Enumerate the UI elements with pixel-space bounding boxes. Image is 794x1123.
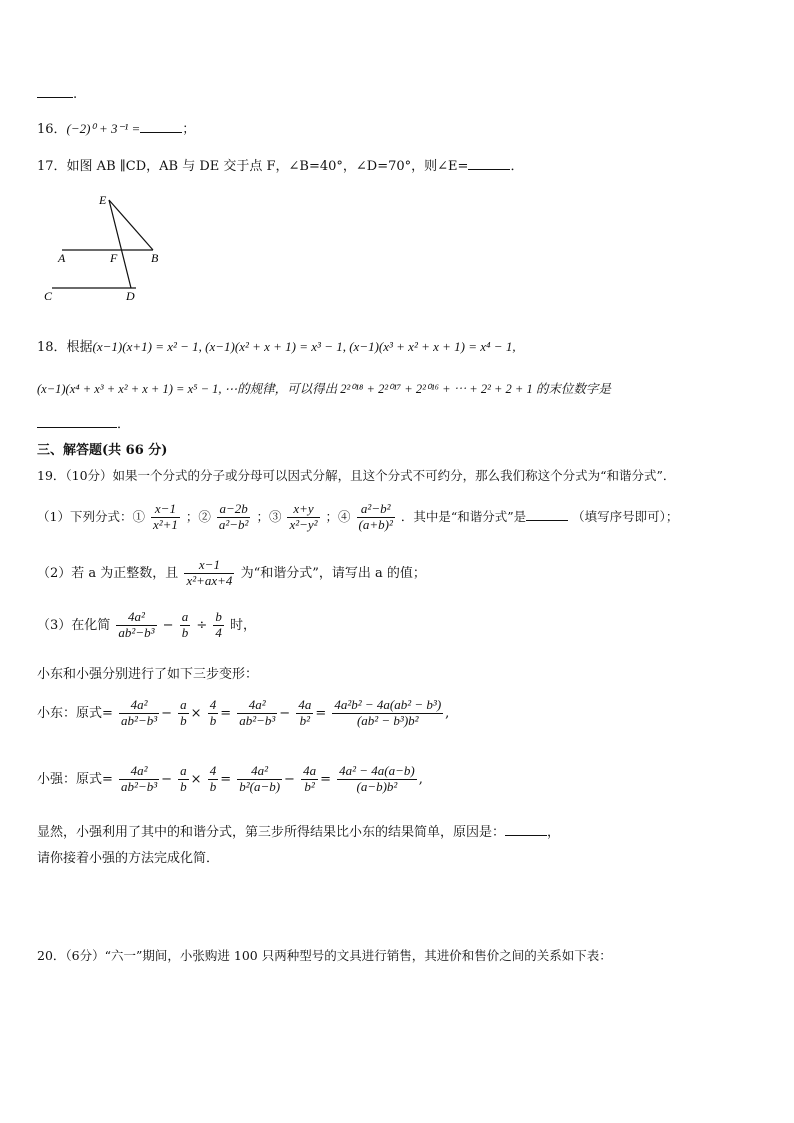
question-18-line1: 18．根据(x−1)(x+1) = x² − 1, (x−1)(x² + x + 1) = x³ − 1, (x−1)(x³ + x² + x + 1) = x⁴ − 1,	[37, 339, 516, 355]
q18-pattern: (x−1)(x+1) = x² − 1, (x−1)(x² + x + 1) = x³ − 1, (x−1)(x³ + x² + x + 1) = x⁴ − 1,	[92, 339, 516, 354]
label-e: E	[99, 193, 107, 207]
fraction-part2: $\frac{x-1}{\text{x²+ax+4}}$	[186, 557, 233, 588]
q17-text: 17．如图 AB ∥CD，AB 与 DE 交于点 F，∠B=40°，∠D=70°，则∠E=	[37, 159, 469, 174]
question-17: 17．如图 AB ∥CD，AB 与 DE 交于点 F，∠B=40°，∠D=70°，则∠E= ．	[37, 159, 524, 174]
answer-blank	[140, 132, 182, 133]
fraction-1: $\frac{x-1}{\text{x²+1}}$	[152, 501, 178, 532]
question-16: 16．(−2)⁰ + 3⁻¹ = ；	[37, 121, 196, 137]
fraction-p3-1: $\frac{\text{4a²}}{\text{ab²−b³}}$	[118, 609, 155, 640]
answer-blank	[37, 97, 73, 98]
fraction-p3-2: $\frac{a}{b}$	[181, 609, 189, 640]
q19-transform-intro: 小东和小强分别进行了如下三步变形：	[37, 667, 259, 682]
q19-part1: （1）下列分式：① $\frac{x-1}{\text{x²+1}}$ ；② $\frac{a-2b}{\text{a²−b²}}$ ；③ $\frac{x+y}{\text{x²−y²}}$ ；④ $\frac{\text{a²−b²}}{\text{(a+b)²}}$ ．其中是“和谐分式”是 （填写序号即可）；	[37, 501, 679, 532]
q18-pattern-2: (x−1)(x⁴ + x³ + x² + x + 1) = x⁵ − 1, ⋯的规律，可以得出 2²⁰¹⁸ + 2²⁰¹⁷ + 2²⁰¹⁶ + ⋯ + 2² + 2 + 1 的末位数字是	[37, 382, 611, 396]
geometry-figure	[36, 188, 176, 306]
xiaodong-solution: 小东：原式= $\frac{\text{4a²}}{\text{ab²−b³}}$ − $\frac{a}{b}$ × $\frac{4}{b}$ = $\frac{\text{4a²}}{\text{ab²−b³}}$ − $\frac{4a}{\text{b²}}$ = $\frac{\text{4a²b² − 4a(ab² − b³)}}{\text{(ab² − b³)b²}}$ ,	[37, 697, 450, 728]
q19-request: 请你接着小强的方法完成化简．	[37, 851, 220, 866]
q19-intro: 19．（10分）如果一个分式的分子或分母可以因式分解，且这个分式不可约分，那么我们称这个分式为“和谐分式”．	[37, 468, 676, 483]
label-a: A	[58, 251, 66, 265]
q19-conclusion: 显然，小强利用了其中的和谐分式，第三步所得结果比小东的结果简单，原因是： ，	[37, 825, 561, 840]
section-heading: 三、解答题(共 66 分)	[37, 443, 168, 458]
q16-expression: (−2)⁰ + 3⁻¹ =	[66, 121, 141, 136]
q19-part3: （3）在化简 $\frac{\text{4a²}}{\text{ab²−b³}}$ − $\frac{a}{b}$ ÷ $\frac{b}{4}$ 时，	[37, 609, 257, 640]
answer-blank	[468, 169, 510, 170]
answer-blank	[526, 520, 568, 521]
label-c: C	[44, 289, 53, 303]
fraction-3: $\frac{x+y}{\text{x²−y²}}$	[289, 501, 318, 532]
fraction-4: $\frac{\text{a²−b²}}{\text{(a+b)²}}$	[358, 501, 393, 532]
question-18-line3: ．	[37, 418, 130, 431]
answer-blank	[505, 835, 547, 836]
q16-number: 16．	[37, 122, 67, 137]
label-d: D	[126, 289, 135, 303]
q19-part2: （2）若 a 为正整数，且 $\frac{x-1}{\text{x²+ax+4}}$ 为“和谐分式”，请写出 a 的值；	[37, 557, 426, 588]
answer-blank	[37, 427, 117, 428]
question-18-line2	[37, 383, 611, 396]
fraction-p3-3: $\frac{b}{4}$	[215, 609, 222, 640]
xiaoqiang-solution: 小强：原式= $\frac{\text{4a²}}{\text{ab²−b³}}$ − $\frac{a}{b}$ × $\frac{4}{b}$ = $\frac{\text{4a²}}{\text{b²(a−b)}}$ − $\frac{4a}{\text{b²}}$ = $\frac{\text{4a² − 4a(a−b)}}{\text{(a−b)b²}}$ ,	[37, 763, 423, 794]
q15-tail: .	[37, 88, 77, 101]
fraction-2: $\frac{a-2b}{\text{a²−b²}}$	[218, 501, 249, 532]
label-b: B	[151, 251, 159, 265]
label-f: F	[110, 251, 118, 265]
question-20: 20．（6分）“六一”期间，小张购进 100 只两种型号的文具进行销售，其进价和售价之间的关系如下表：	[37, 948, 612, 963]
